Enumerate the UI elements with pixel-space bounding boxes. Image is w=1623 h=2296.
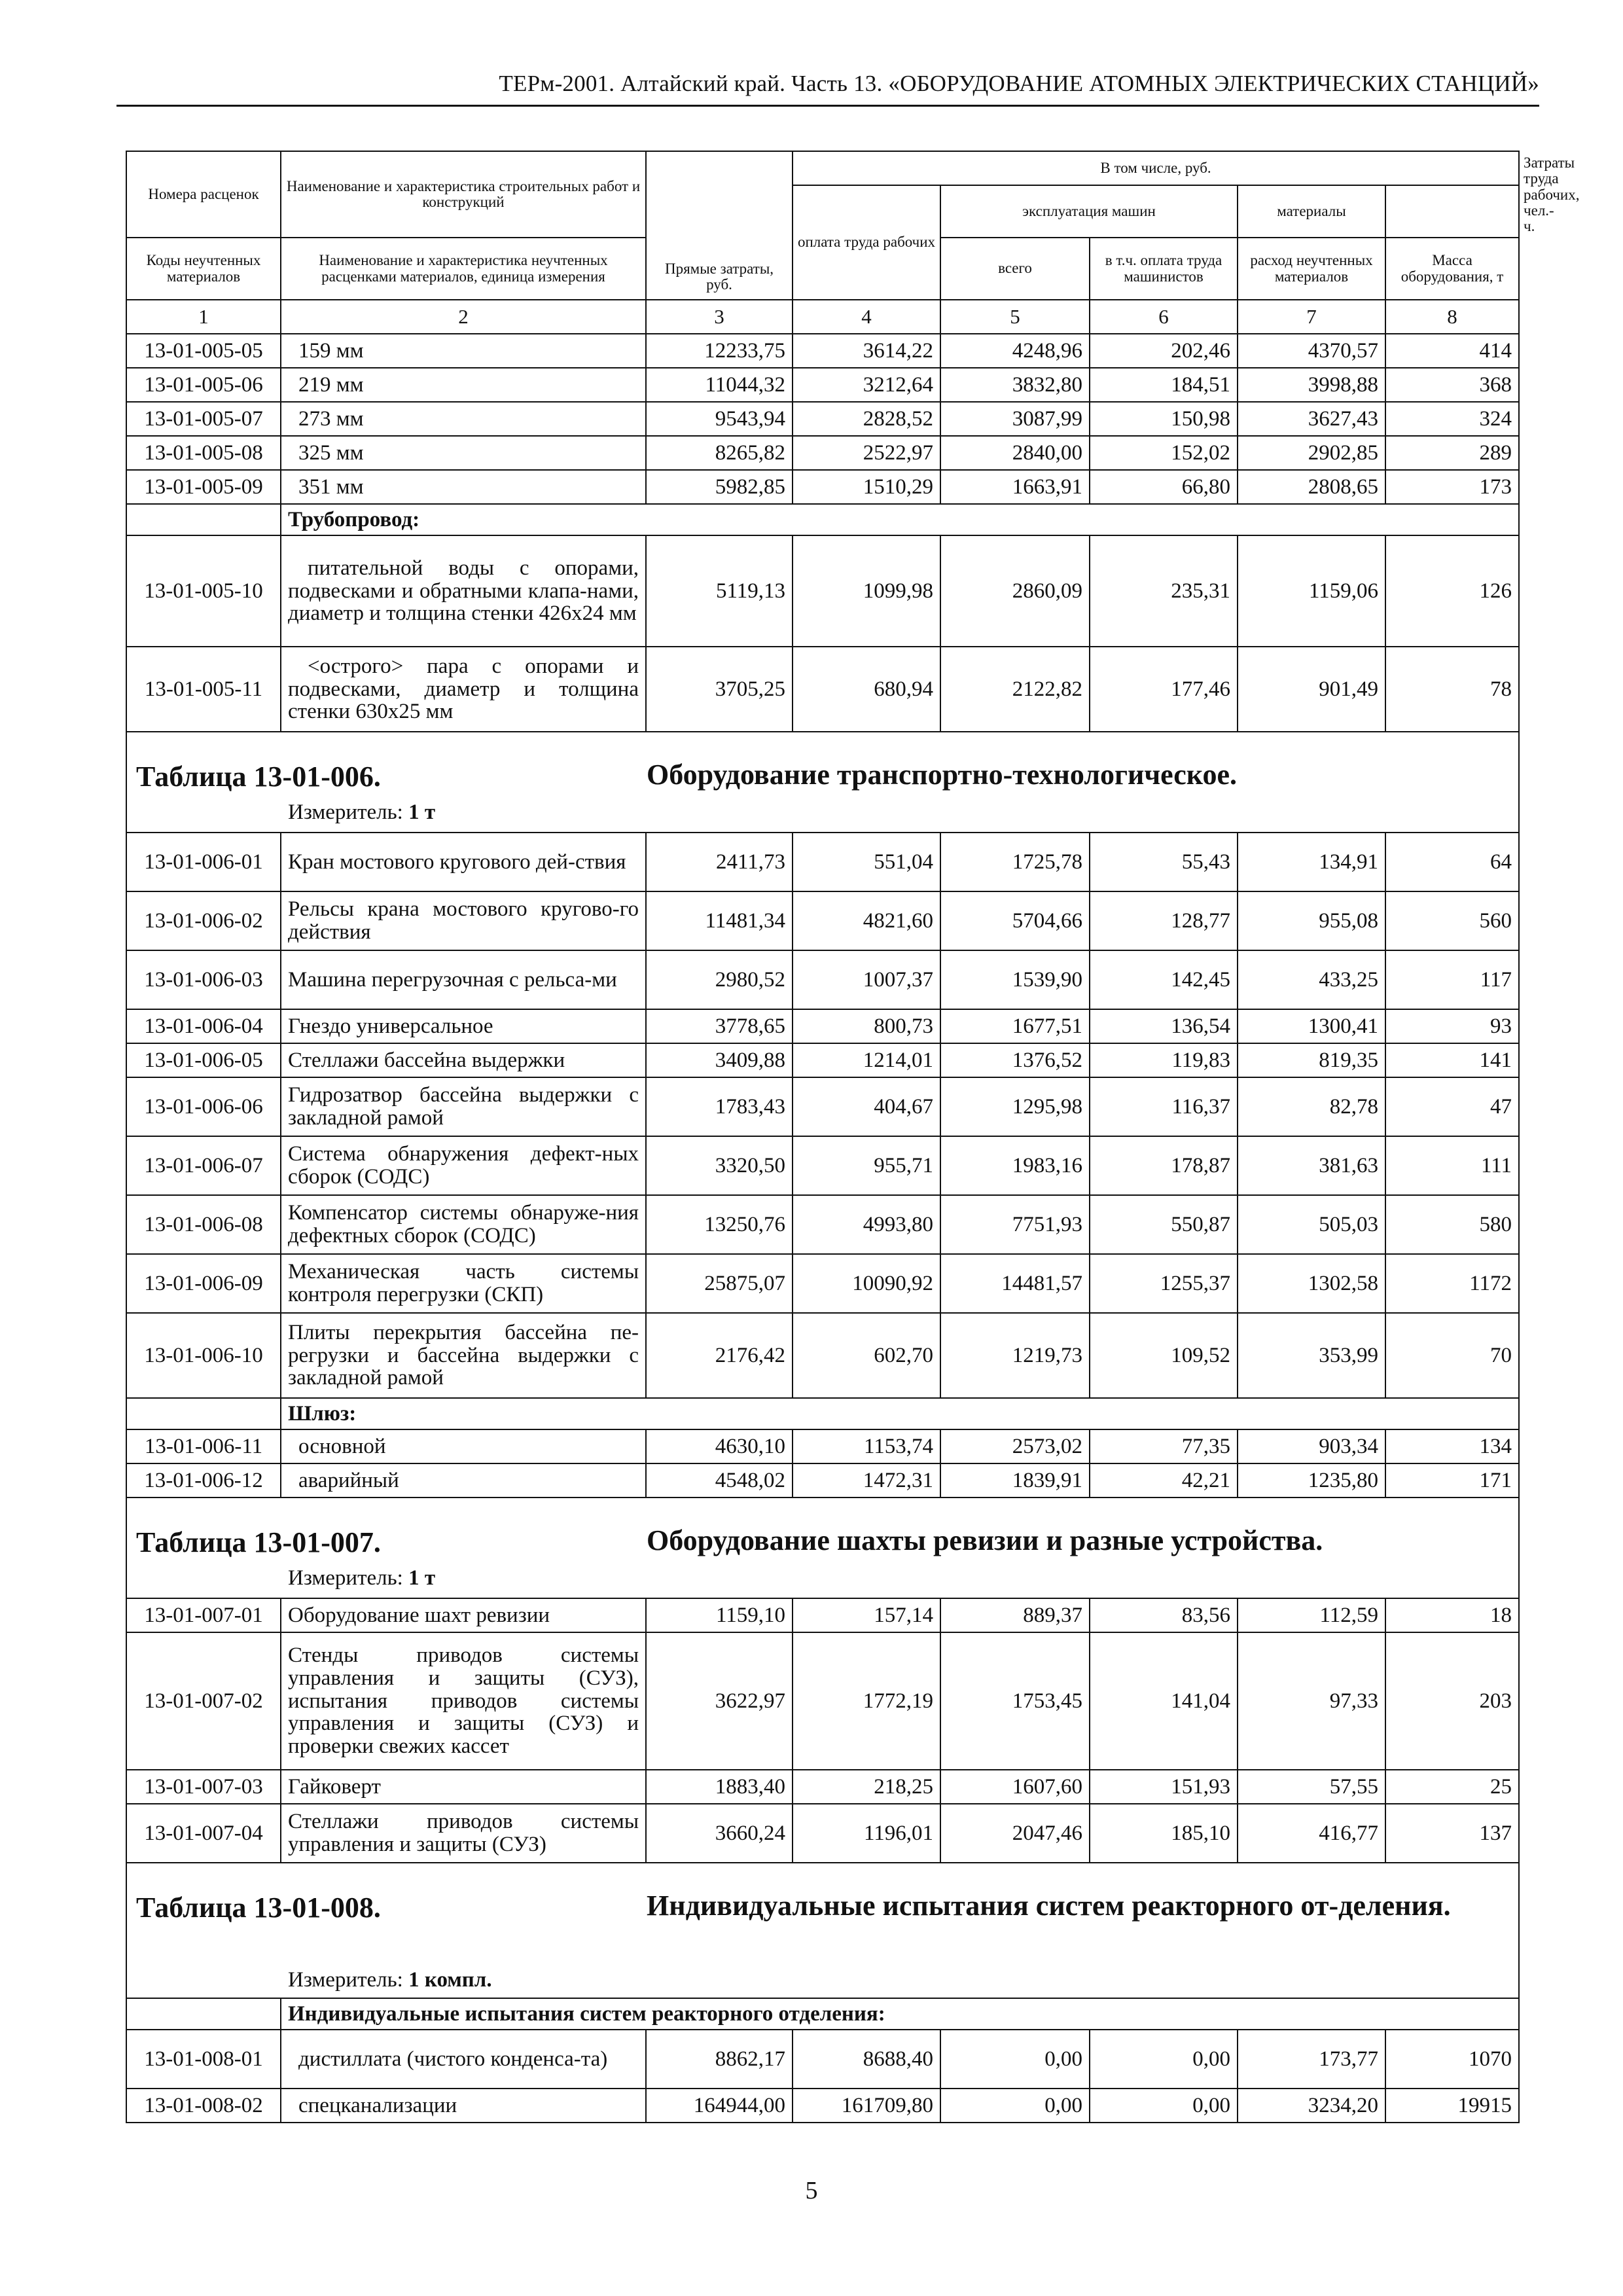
machines-labor: 141,04 <box>1090 1632 1238 1770</box>
machines-total: 14481,57 <box>940 1254 1090 1313</box>
labor-cost: 1472,31 <box>793 1463 940 1498</box>
work-name: Рельсы крана мостового кругово-го действия <box>281 891 646 950</box>
labor-cost: 3614,22 <box>793 334 940 368</box>
rate-code: 13-01-006-05 <box>126 1043 281 1077</box>
hdr-col8-bottom: Масса оборудования, т <box>1385 238 1519 300</box>
labor-hours: 171 <box>1385 1463 1519 1498</box>
machines-total: 2573,02 <box>940 1429 1090 1463</box>
rate-code: 13-01-006-03 <box>126 950 281 1009</box>
machines-labor: 185,10 <box>1090 1804 1238 1863</box>
hdr-materials: материалы <box>1238 185 1385 238</box>
work-name: спецканализации <box>281 2089 646 2123</box>
direct-cost: 3705,25 <box>646 647 793 732</box>
direct-cost: 8265,82 <box>646 436 793 470</box>
table-title-cell <box>126 1863 1519 1998</box>
table-name: Индивидуальные испытания систем реакторного от-деления. <box>647 1890 1451 1922</box>
table-row <box>126 950 1519 1009</box>
labor-cost: 1214,01 <box>793 1043 940 1077</box>
labor-cost: 955,71 <box>793 1136 940 1195</box>
table-row <box>126 470 1519 504</box>
machines-labor: 55,43 <box>1090 833 1238 891</box>
direct-cost: 1783,43 <box>646 1077 793 1136</box>
labor-cost: 1007,37 <box>793 950 940 1009</box>
table-row <box>126 1770 1519 1804</box>
table-row <box>126 1043 1519 1077</box>
machines-labor: 0,00 <box>1090 2089 1238 2123</box>
materials-cost: 903,34 <box>1238 1429 1385 1463</box>
materials-cost: 2808,65 <box>1238 470 1385 504</box>
labor-hours: 111 <box>1385 1136 1519 1195</box>
labor-hours: 203 <box>1385 1632 1519 1770</box>
materials-cost: 1159,06 <box>1238 535 1385 647</box>
price-table: Номера расценок Наименование и характеристика строительных работ и конструкций Прямые затраты, руб. В том числе, руб. Затраты труда рабочих, чел.-ч. оплата труда рабочих эксплуатация машин материалы Коды неучтенных материалов Наименование и характеристика неучтенных расценками материалов, единица измерения всего в т.ч. оплата труда машинистов расход неучтенных материалов Масса оборудования, т 1 2 3 4 5 6 7 8 13-01-005-05 159 мм 12233,75 3614,22 4248,96 202,46 4370,57 414 13-01-005-06 219 мм 11044,32 3212,64 3832,80 184,51 3998,88 368 13-01-005-07 273 мм 9543,94 2828,52 3087,99 150,98 3627,43 324 13-01-005-08 325 мм 8265,82 2522,97 2840,00 152,02 2902,85 289 13-01-005-09 351 мм 5982,85 1510,29 1663,91 66,80 2808,65 173 Трубопровод: 13-01-005-10 питательной воды с опорами, подвесками и обратными клапа-нами, диаметр и толщина стенки 426x24 мм 5119,13 1099,98 2860,09 235,31 1159,06 126 13-01-005-11 <острого> пара с опорами и подвесками, диаметр и толщина стенки 630x25 мм 3705,25 680,94 2122,82 177,46 901,49 78 Таблица 13-01-006. Оборудование транспортно-технологическое. Измеритель: 1 т 13-01-006-01 Кран мостового кругового дей-ствия 2411,73 551,04 1725,78 55,43 134,91 64 13-01-006-02 Рельсы крана мостового кругово-го действия 11481,34 4821,60 5704,66 128,77 955,08 560 13-01-006-03 Машина перегрузочная с рельса-ми 2980,52 1007,37 1539,90 142,45 433,25 117 13-01-006-04 Гнездо универсальное 3778,65 800,73 1677,51 136,54 1300,41 93 13-01-006-05 Стеллажи бассейна выдержки 3409,88 1214,01 1376,52 119,83 819,35 141 13-01-006-06 Гидрозатвор бассейна выдержки с закладной рамой 1783,43 404,67 1295,98 116,37 82,78 47 13-01-006-07 Система обнаружения дефект-ных сборок (СОДС) 3320,50 955,71 1983,16 178,87 381,63 111 13-01-006-08 Компенсатор системы обнаруже-ния дефектных сборок (СОДС) 13250,76 4993,80 7751,93 550,87 505,03 580 13-01-006-09 Механическая часть системы контроля перегрузки (СКП) 25875,07 10090,92 14481,57 1255,37 1302,58 1172 13-01-006-10 Плиты перекрытия бассейна пе-регрузки и бассейна выдержки с закладной рамой 2176,42 602,70 1219,73 109,52 353,99 70 Шлюз: 13-01-006-11 основной 4630,10 1153,74 2573,02 77,35 903,34 134 13-01-006-12 аварийный 4548,02 1472,31 1839,91 42,21 1235,80 171 Таблица 13-01-007. Оборудование шахты ревизии и разные устройства. Измеритель: 1 т 13-01-007-01 Оборудование шахт ревизии 1159,10 157,14 889,37 83,56 112,59 18 13-01-007-02 Стенды приводов системы управления и защиты (СУЗ), испытания приводов системы управления и защиты (СУЗ) и проверки свежих кассет 3622,97 1772,19 1753,45 141,04 97,33 203 13-01-007-03 Гайковерт 1883,40 218,25 1607,60 151,93 57,55 25 13-01-007-04 Стеллажи приводов системы управления и защиты (СУЗ) 3660,24 1196,01 2047,46 185,10 416,77 137 Таблица 13-01-008. Индивидуальные испытания систем реакторного от-деления. Измеритель: 1 компл. Индивидуальные испытания систем реакторного отделения: 13-01-008-01 дистиллата (чистого конденса-та) 8862,17 8688,40 0,00 0,00 173,77 1070 13-01-008-02 спецканализации 164944,00 161709,80 0,00 0,00 3234,20 19915 <box>126 151 1520 2123</box>
hdr-labor: оплата труда рабочих <box>793 185 940 300</box>
rate-code: 13-01-006-09 <box>126 1254 281 1313</box>
machines-labor: 178,87 <box>1090 1136 1238 1195</box>
machines-total: 0,00 <box>940 2089 1090 2123</box>
machines-total: 7751,93 <box>940 1195 1090 1254</box>
materials-cost: 955,08 <box>1238 891 1385 950</box>
machines-labor: 177,46 <box>1090 647 1238 732</box>
work-name: Кран мостового кругового дей-ствия <box>281 833 646 891</box>
direct-cost: 2411,73 <box>646 833 793 891</box>
measure-value: 1 т <box>408 800 436 824</box>
labor-cost: 1153,74 <box>793 1429 940 1463</box>
table-row <box>126 535 1519 647</box>
labor-cost: 218,25 <box>793 1770 940 1804</box>
machines-total: 3087,99 <box>940 402 1090 436</box>
direct-cost: 3622,97 <box>646 1632 793 1770</box>
table-title <box>127 1498 1518 1598</box>
labor-hours: 134 <box>1385 1429 1519 1463</box>
work-name: Машина перегрузочная с рельса-ми <box>281 950 646 1009</box>
materials-cost: 2902,85 <box>1238 436 1385 470</box>
group-row <box>126 504 1519 535</box>
hdr-col2-top: Наименование и характеристика строительных работ и конструкций <box>281 151 646 238</box>
machines-total: 1295,98 <box>940 1077 1090 1136</box>
rate-code: 13-01-008-01 <box>126 2030 281 2089</box>
direct-cost: 13250,76 <box>646 1195 793 1254</box>
labor-hours: 18 <box>1385 1598 1519 1632</box>
table-row <box>126 368 1519 402</box>
labor-cost: 2828,52 <box>793 402 940 436</box>
table-row <box>126 1632 1519 1770</box>
work-name: Стеллажи приводов системы управления и защиты (СУЗ) <box>281 1804 646 1863</box>
work-name: Плиты перекрытия бассейна пе-регрузки и бассейна выдержки с закладной рамой <box>281 1313 646 1398</box>
labor-hours: 47 <box>1385 1077 1519 1136</box>
materials-cost: 173,77 <box>1238 2030 1385 2089</box>
table-title-cell <box>126 732 1519 833</box>
running-header: ТЕРм-2001. Алтайский край. Часть 13. «ОБОРУДОВАНИЕ АТОМНЫХ ЭЛЕКТРИЧЕСКИХ СТАНЦИЙ» <box>499 71 1539 96</box>
table-row <box>126 1195 1519 1254</box>
machines-total: 2840,00 <box>940 436 1090 470</box>
machines-labor: 66,80 <box>1090 470 1238 504</box>
hdr-machines: эксплуатация машин <box>940 185 1238 238</box>
machines-labor: 128,77 <box>1090 891 1238 950</box>
materials-cost: 819,35 <box>1238 1043 1385 1077</box>
hdr-machines-labor: в т.ч. оплата труда машинистов <box>1090 238 1238 300</box>
table-number: Таблица 13-01-007. <box>136 1526 381 1558</box>
machines-labor: 42,21 <box>1090 1463 1238 1498</box>
machines-labor: 116,37 <box>1090 1077 1238 1136</box>
table-row <box>126 1254 1519 1313</box>
rate-code: 13-01-006-02 <box>126 891 281 950</box>
labor-hours: 173 <box>1385 470 1519 504</box>
materials-cost: 1235,80 <box>1238 1463 1385 1498</box>
materials-cost: 57,55 <box>1238 1770 1385 1804</box>
machines-labor: 77,35 <box>1090 1429 1238 1463</box>
materials-cost: 112,59 <box>1238 1598 1385 1632</box>
work-name: дистиллата (чистого конденса-та) <box>281 2030 646 2089</box>
group-row <box>126 1398 1519 1429</box>
measure-label: Измеритель: <box>288 1968 403 1992</box>
direct-cost: 1159,10 <box>646 1598 793 1632</box>
rate-code: 13-01-006-06 <box>126 1077 281 1136</box>
labor-cost: 4993,80 <box>793 1195 940 1254</box>
rate-code: 13-01-005-08 <box>126 436 281 470</box>
labor-hours: 93 <box>1385 1009 1519 1043</box>
labor-cost: 161709,80 <box>793 2089 940 2123</box>
rate-code: 13-01-006-07 <box>126 1136 281 1195</box>
materials-cost: 433,25 <box>1238 950 1385 1009</box>
direct-cost: 2980,52 <box>646 950 793 1009</box>
rate-code: 13-01-005-05 <box>126 334 281 368</box>
labor-hours: 368 <box>1385 368 1519 402</box>
direct-cost: 3778,65 <box>646 1009 793 1043</box>
work-name: Стеллажи бассейна выдержки <box>281 1043 646 1077</box>
machines-labor: 235,31 <box>1090 535 1238 647</box>
labor-cost: 551,04 <box>793 833 940 891</box>
hdr-materials-sub: расход неучтенных материалов <box>1238 238 1385 300</box>
table-number: Таблица 13-01-008. <box>136 1892 381 1924</box>
materials-cost: 3998,88 <box>1238 368 1385 402</box>
labor-hours: 78 <box>1385 647 1519 732</box>
rate-code: 13-01-005-09 <box>126 470 281 504</box>
machines-labor: 151,93 <box>1090 1770 1238 1804</box>
labor-cost: 1196,01 <box>793 1804 940 1863</box>
table-name: Оборудование шахты ревизии и разные устройства. <box>647 1524 1323 1556</box>
machines-total: 1539,90 <box>940 950 1090 1009</box>
machines-total: 1677,51 <box>940 1009 1090 1043</box>
machines-total: 1753,45 <box>940 1632 1090 1770</box>
group-row <box>126 1998 1519 2030</box>
rate-code: 13-01-006-10 <box>126 1313 281 1398</box>
measure-value: 1 компл. <box>408 1968 492 1992</box>
table-row <box>126 334 1519 368</box>
col-number: 3 <box>646 300 793 334</box>
labor-cost: 3212,64 <box>793 368 940 402</box>
machines-labor: 119,83 <box>1090 1043 1238 1077</box>
table-row <box>126 2089 1519 2123</box>
labor-cost: 157,14 <box>793 1598 940 1632</box>
work-name: 219 мм <box>281 368 646 402</box>
machines-total: 1725,78 <box>940 833 1090 891</box>
rate-code: 13-01-005-06 <box>126 368 281 402</box>
measure-unit <box>288 1968 492 1992</box>
direct-cost: 1883,40 <box>646 1770 793 1804</box>
machines-labor: 152,02 <box>1090 436 1238 470</box>
header-rule <box>116 105 1539 107</box>
hdr-col1-bottom: Коды неучтенных материалов <box>126 238 281 300</box>
work-name: питательной воды с опорами, подвесками и обратными клапа-нами, диаметр и толщина стенки 426x24 мм <box>281 535 646 647</box>
table-row <box>126 2030 1519 2089</box>
hdr-col1-top: Номера расценок <box>126 151 281 238</box>
machines-total: 1607,60 <box>940 1770 1090 1804</box>
group-code-cell <box>126 1998 281 2030</box>
labor-hours: 25 <box>1385 1770 1519 1804</box>
direct-cost: 3660,24 <box>646 1804 793 1863</box>
direct-cost: 9543,94 <box>646 402 793 436</box>
group-heading: Трубопровод: <box>281 504 1519 535</box>
machines-total: 1983,16 <box>940 1136 1090 1195</box>
page-number: 5 <box>805 2177 818 2204</box>
labor-cost: 2522,97 <box>793 436 940 470</box>
labor-hours: 117 <box>1385 950 1519 1009</box>
machines-labor: 202,46 <box>1090 334 1238 368</box>
machines-labor: 142,45 <box>1090 950 1238 1009</box>
rate-code: 13-01-007-01 <box>126 1598 281 1632</box>
labor-hours: 141 <box>1385 1043 1519 1077</box>
group-code-cell <box>126 504 281 535</box>
rate-code: 13-01-006-04 <box>126 1009 281 1043</box>
labor-cost: 680,94 <box>793 647 940 732</box>
materials-cost: 353,99 <box>1238 1313 1385 1398</box>
table-row <box>126 1463 1519 1498</box>
labor-hours: 1172 <box>1385 1254 1519 1313</box>
table-row <box>126 436 1519 470</box>
machines-total: 889,37 <box>940 1598 1090 1632</box>
direct-cost: 164944,00 <box>646 2089 793 2123</box>
direct-cost: 3409,88 <box>646 1043 793 1077</box>
machines-total: 5704,66 <box>940 891 1090 950</box>
rate-code: 13-01-005-10 <box>126 535 281 647</box>
labor-hours: 19915 <box>1385 2089 1519 2123</box>
rate-code: 13-01-007-04 <box>126 1804 281 1863</box>
measure-label: Измеритель: <box>288 1566 403 1590</box>
work-name: Гайковерт <box>281 1770 646 1804</box>
table-name: Оборудование транспортно-технологическое. <box>647 759 1238 791</box>
work-name: 159 мм <box>281 334 646 368</box>
direct-cost: 2176,42 <box>646 1313 793 1398</box>
machines-labor: 550,87 <box>1090 1195 1238 1254</box>
rate-code: 13-01-005-07 <box>126 402 281 436</box>
labor-cost: 10090,92 <box>793 1254 940 1313</box>
materials-cost: 97,33 <box>1238 1632 1385 1770</box>
work-name: аварийный <box>281 1463 646 1498</box>
rate-code: 13-01-005-11 <box>126 647 281 732</box>
labor-cost: 8688,40 <box>793 2030 940 2089</box>
work-name: Оборудование шахт ревизии <box>281 1598 646 1632</box>
materials-cost: 4370,57 <box>1238 334 1385 368</box>
machines-labor: 109,52 <box>1090 1313 1238 1398</box>
group-heading: Индивидуальные испытания систем реакторного отделения: <box>281 1998 1519 2030</box>
direct-cost: 5982,85 <box>646 470 793 504</box>
materials-cost: 1300,41 <box>1238 1009 1385 1043</box>
machines-labor: 184,51 <box>1090 368 1238 402</box>
hdr-col2-bottom: Наименование и характеристика неучтенных расценками материалов, единица измерения <box>281 238 646 300</box>
work-name: Стенды приводов системы управления и защиты (СУЗ), испытания приводов системы управления и защиты (СУЗ) и проверки свежих кассет <box>281 1632 646 1770</box>
table-row <box>126 1313 1519 1398</box>
direct-cost: 3320,50 <box>646 1136 793 1195</box>
labor-cost: 602,70 <box>793 1313 940 1398</box>
labor-cost: 1772,19 <box>793 1632 940 1770</box>
labor-cost: 800,73 <box>793 1009 940 1043</box>
labor-hours: 324 <box>1385 402 1519 436</box>
labor-hours: 289 <box>1385 436 1519 470</box>
machines-total: 1219,73 <box>940 1313 1090 1398</box>
col-number: 7 <box>1238 300 1385 334</box>
work-name: <острого> пара с опорами и подвесками, диаметр и толщина стенки 630x25 мм <box>281 647 646 732</box>
work-name: Гнездо универсальное <box>281 1009 646 1043</box>
rate-code: 13-01-008-02 <box>126 2089 281 2123</box>
direct-cost: 12233,75 <box>646 334 793 368</box>
col-number: 6 <box>1090 300 1238 334</box>
col-number: 8 <box>1385 300 1519 334</box>
direct-cost: 25875,07 <box>646 1254 793 1313</box>
direct-cost: 4548,02 <box>646 1463 793 1498</box>
work-name: Механическая часть системы контроля перегрузки (СКП) <box>281 1254 646 1313</box>
hdr-machines-total: всего <box>940 238 1090 300</box>
materials-cost: 1302,58 <box>1238 1254 1385 1313</box>
labor-hours: 137 <box>1385 1804 1519 1863</box>
rate-code: 13-01-007-02 <box>126 1632 281 1770</box>
col-number: 5 <box>940 300 1090 334</box>
measure-unit <box>288 800 435 825</box>
table-row <box>126 891 1519 950</box>
work-name: Гидрозатвор бассейна выдержки с закладной рамой <box>281 1077 646 1136</box>
labor-hours: 1070 <box>1385 2030 1519 2089</box>
rate-code: 13-01-006-01 <box>126 833 281 891</box>
rate-code: 13-01-006-11 <box>126 1429 281 1463</box>
machines-labor: 0,00 <box>1090 2030 1238 2089</box>
direct-cost: 4630,10 <box>646 1429 793 1463</box>
machines-labor: 83,56 <box>1090 1598 1238 1632</box>
labor-hours: 560 <box>1385 891 1519 950</box>
materials-cost: 505,03 <box>1238 1195 1385 1254</box>
table-row <box>126 1009 1519 1043</box>
materials-cost: 3234,20 <box>1238 2089 1385 2123</box>
machines-total: 2047,46 <box>940 1804 1090 1863</box>
labor-cost: 1510,29 <box>793 470 940 504</box>
table-number: Таблица 13-01-006. <box>136 761 381 793</box>
col-number: 2 <box>281 300 646 334</box>
materials-cost: 134,91 <box>1238 833 1385 891</box>
machines-total: 2122,82 <box>940 647 1090 732</box>
measure-unit <box>288 1566 435 1590</box>
table-row <box>126 1429 1519 1463</box>
work-name: Система обнаружения дефект-ных сборок (СОДС) <box>281 1136 646 1195</box>
hdr-incl: В том числе, руб. <box>793 151 1519 185</box>
table-row <box>126 1136 1519 1195</box>
materials-cost: 381,63 <box>1238 1136 1385 1195</box>
materials-cost: 82,78 <box>1238 1077 1385 1136</box>
machines-labor: 150,98 <box>1090 402 1238 436</box>
table-title-row <box>126 1498 1519 1598</box>
direct-cost: 5119,13 <box>646 535 793 647</box>
work-name: основной <box>281 1429 646 1463</box>
labor-hours: 580 <box>1385 1195 1519 1254</box>
machines-total: 3832,80 <box>940 368 1090 402</box>
rate-code: 13-01-007-03 <box>126 1770 281 1804</box>
labor-cost: 404,67 <box>793 1077 940 1136</box>
table-row <box>126 1804 1519 1863</box>
work-name: 325 мм <box>281 436 646 470</box>
table-title <box>127 1863 1518 1998</box>
work-name: Компенсатор системы обнаруже-ния дефектных сборок (СОДС) <box>281 1195 646 1254</box>
materials-cost: 901,49 <box>1238 647 1385 732</box>
measure-label: Измеритель: <box>288 800 403 824</box>
labor-cost: 4821,60 <box>793 891 940 950</box>
rate-code: 13-01-006-12 <box>126 1463 281 1498</box>
work-name: 273 мм <box>281 402 646 436</box>
direct-cost: 11044,32 <box>646 368 793 402</box>
group-code-cell <box>126 1398 281 1429</box>
machines-total: 1663,91 <box>940 470 1090 504</box>
machines-total: 0,00 <box>940 2030 1090 2089</box>
machines-labor: 1255,37 <box>1090 1254 1238 1313</box>
direct-cost: 11481,34 <box>646 891 793 950</box>
hdr-col3: Прямые затраты, руб. <box>646 151 793 300</box>
group-heading: Шлюз: <box>281 1398 1519 1429</box>
labor-hours: 64 <box>1385 833 1519 891</box>
machines-total: 2860,09 <box>940 535 1090 647</box>
machines-total: 1376,52 <box>940 1043 1090 1077</box>
col-number: 4 <box>793 300 940 334</box>
table-row <box>126 1077 1519 1136</box>
table-row <box>126 833 1519 891</box>
machines-total: 4248,96 <box>940 334 1090 368</box>
work-name: 351 мм <box>281 470 646 504</box>
table-title-cell <box>126 1498 1519 1598</box>
table-title-row <box>126 1863 1519 1998</box>
measure-value: 1 т <box>408 1566 436 1590</box>
direct-cost: 8862,17 <box>646 2030 793 2089</box>
table-title-row <box>126 732 1519 833</box>
labor-hours: 414 <box>1385 334 1519 368</box>
labor-hours: 70 <box>1385 1313 1519 1398</box>
machines-labor: 136,54 <box>1090 1009 1238 1043</box>
table-row <box>126 1598 1519 1632</box>
labor-hours: 126 <box>1385 535 1519 647</box>
materials-cost: 3627,43 <box>1238 402 1385 436</box>
labor-cost: 1099,98 <box>793 535 940 647</box>
machines-total: 1839,91 <box>940 1463 1090 1498</box>
table-title <box>127 732 1518 832</box>
table-row <box>126 402 1519 436</box>
table-row <box>126 647 1519 732</box>
rate-code: 13-01-006-08 <box>126 1195 281 1254</box>
col-number: 1 <box>126 300 281 334</box>
materials-cost: 416,77 <box>1238 1804 1385 1863</box>
